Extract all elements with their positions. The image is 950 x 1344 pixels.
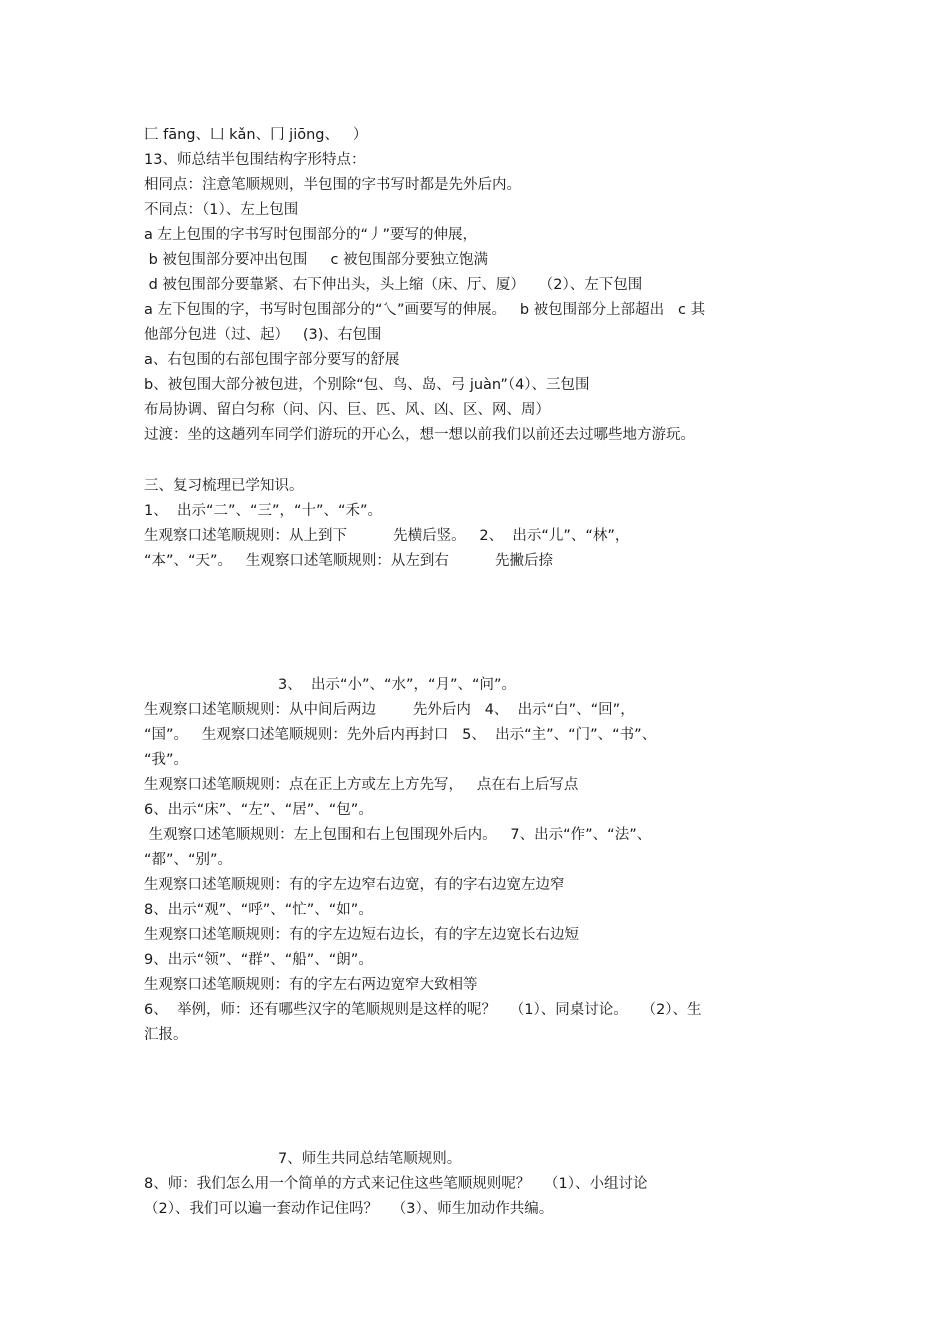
text-line: 生观察口述笔顺规则：左上包围和右上包围现外后内。 7、出示“作”、“法”、 bbox=[144, 827, 652, 843]
text-line-13-summary: 13、师总结半包围结构字形特点： bbox=[144, 152, 366, 168]
text-line: 8、出示“观”、“呼”、“忙”、“如”。 bbox=[144, 902, 373, 918]
text-line: 1、 出示“二”、“三”，“十”、“禾”。 bbox=[144, 503, 383, 519]
text-line: 他部分包进（过、起） (3)、右包围 bbox=[144, 327, 382, 343]
section-heading-review: 三、复习梳理已学知识。 bbox=[144, 478, 304, 494]
text-line: 3、 出示“小”、“水”，“月”、“问”。 bbox=[278, 677, 517, 693]
text-line-radicals: 匚 fāng、凵 kǎn、冂 jiōng、 ） bbox=[144, 127, 368, 143]
text-line: “我”。 bbox=[144, 752, 189, 768]
text-line-difference: 不同点：（1）、左上包围 bbox=[144, 202, 299, 218]
text-line: d 被包围部分要靠紧、右下伸出头，头上缩（床、厅、厦） （2）、左下包围 bbox=[144, 277, 643, 293]
text-line: （2）、我们可以遍一套动作记住吗？ （3）、师生加动作共编。 bbox=[144, 1201, 554, 1217]
text-line: 生观察口述笔顺规则：有的字左右两边宽窄大致相等 bbox=[144, 977, 478, 993]
text-line: 6、出示“床”、“左”、“居”、“包”。 bbox=[144, 802, 373, 818]
text-line: “本”、“天”。 生观察口述笔顺规则：从左到右 先撇后捺 bbox=[144, 553, 553, 569]
text-line: a、右包围的右部包围字部分要写的舒展 bbox=[144, 352, 400, 368]
text-line: “国”。 生观察口述笔顺规则：先外后内再封口 5、 出示“主”、“门”、“书”、 bbox=[144, 727, 657, 743]
text-line: a 左上包围的字书写时包围部分的“丿”要写的伸展， bbox=[144, 227, 478, 243]
text-line: 6、 举例，师：还有哪些汉字的笔顺规则是这样的呢？ （1）、同桌讨论。 （2）、生 bbox=[144, 1002, 702, 1018]
text-line-transition: 过渡：坐的这趟列车同学们游玩的开心么，想一想以前我们以前还去过哪些地方游玩。 bbox=[144, 427, 695, 443]
text-line: 汇报。 bbox=[144, 1027, 188, 1043]
text-line: 生观察口述笔顺规则：从中间后两边 先外后内 4、 出示“白”、“回”， bbox=[144, 702, 635, 718]
text-line: 生观察口述笔顺规则：点在正上方或左上方先写， 点在右上后写点 bbox=[144, 777, 579, 793]
text-line: 8、师：我们怎么用一个简单的方式来记住这些笔顺规则呢？ （1）、小组讨论 bbox=[144, 1176, 648, 1192]
text-line: b 被包围部分要冲出包围 c 被包围部分要独立饱满 bbox=[144, 252, 489, 268]
text-line: “都”、“别”。 bbox=[144, 852, 233, 868]
text-line: 布局协调、留白匀称（问、闪、巨、匹、风、凶、区、网、周） bbox=[144, 402, 550, 418]
text-line: 生观察口述笔顺规则：有的字左边窄右边宽，有的字右边宽左边窄 bbox=[144, 877, 565, 893]
text-line-similarity: 相同点：注意笔顺规则，半包围的字书写时都是先外后内。 bbox=[144, 177, 521, 193]
text-line: b、被包围大部分被包进，个别除“包、鸟、岛、弓 juàn”（4）、三包围 bbox=[144, 377, 590, 393]
text-line: 生观察口述笔顺规则：有的字左边短右边长，有的字左边宽长右边短 bbox=[144, 927, 579, 943]
text-line: 7、师生共同总结笔顺规则。 bbox=[278, 1151, 462, 1167]
text-line: a 左下包围的字，书写时包围部分的“乀”画要写的伸展。 b 被包围部分上部超出 c 其 bbox=[144, 302, 706, 318]
text-line: 9、出示“领”、“群”、“船”、“朗”。 bbox=[144, 952, 373, 968]
text-line: 生观察口述笔顺规则：从上到下 先横后竖。 2、 出示“儿”、“林”， bbox=[144, 528, 630, 544]
